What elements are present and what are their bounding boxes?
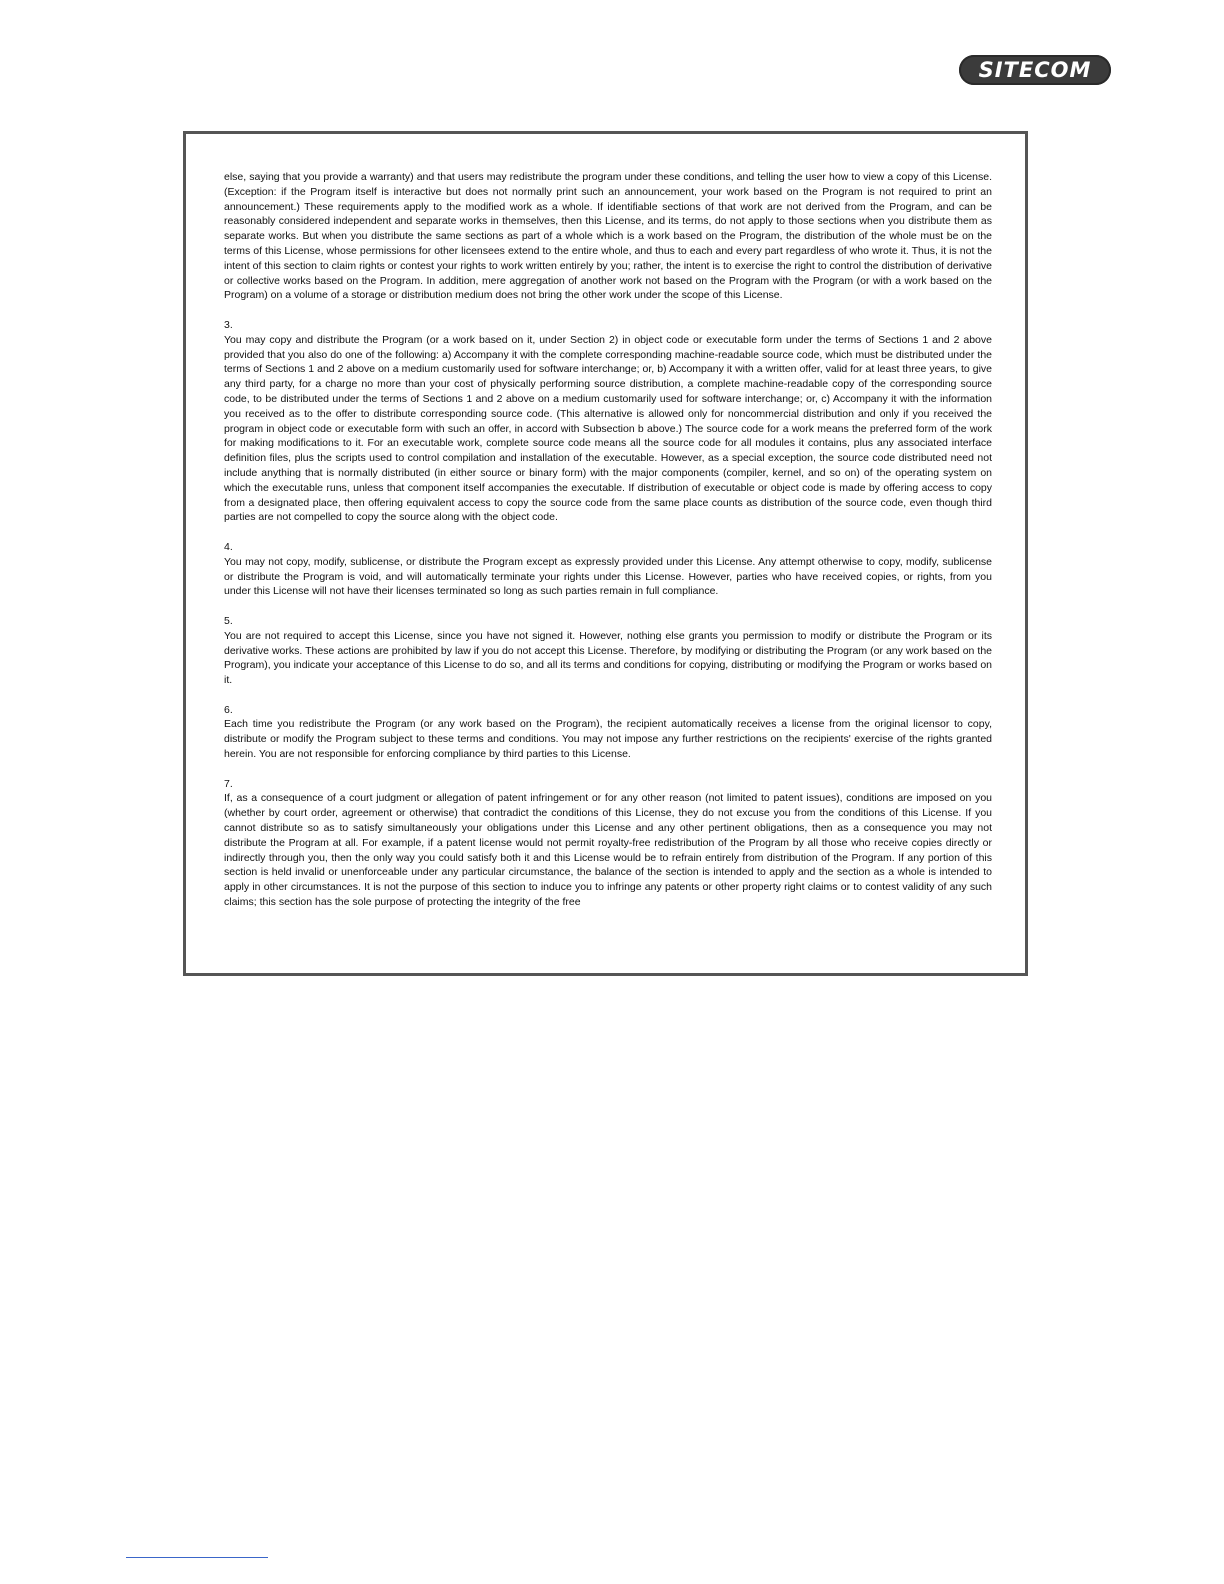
section-text: You may copy and distribute the Program (or a work based on it, under Section 2) in object code or executable form under the terms of Sections 1 and 2 above provided that you also do one of the following: a) Accompany it with the complete corresponding machine-readable source code, which must be distributed under the terms of Sections 1 and 2 above on a medium customarily used for software interchange; or, b) Accompany it with a written offer, valid for at least three years, to give any third party, for a charge no more than your cost of physically performing source distribution, a complete machine-readable copy of the corresponding source code, to be distributed under the terms of Sections 1 and 2 above on a medium customarily used for software interchange; or, c) Accompany it with the information you received as to the offer to distribute corresponding source code. (This alternative is allowed only for noncommercial distribution and only if you received the program in object code or executable form with such an offer, in accord with Subsection b above.) The source code for a work means the preferred form of the work for making modifications to it. For an executable work, complete source code means all the source code for all modules it contains, plus any associated interface definition files, plus the scripts used to control compilation and installation of the executable. However, as a special exception, the source code distributed need not include anything that is normally distributed (in either source or binary form) with the major components (compiler, kernel, and so on) of the operating system on which the executable runs, unless that component itself accompanies the executable. If distribution of executable or object code is made by offering access to copy from a designated place, then offering equivalent access to copy the source code from the same place counts as distribution of the source code, even though third parties are not compelled to copy the source along with the object code. [224,333,992,524]
section-number: 6. [224,703,233,716]
section-text: You may not copy, modify, sublicense, or distribute the Program except as expressly provided under this License. Any attempt otherwise to copy, modify, sublicense or distribute the Program is void, and will automatically terminate your rights under this License. However, parties who have received copies, or rights, from you under this License will not have their licenses terminated so long as such parties remain in full compliance. [224,555,992,598]
section-number: 5. [224,614,233,627]
section-number: 7. [224,777,233,790]
section-7 [224,777,992,910]
section-6 [224,703,992,762]
section-4 [224,540,992,599]
section-number: 4. [224,540,233,553]
section-number: 3. [224,318,233,331]
intro-paragraph: else, saying that you provide a warranty) and that users may redistribute the program under these conditions, and telling the user how to view a copy of this License. (Exception: if the Program itself is interactive but does not normally print such an announcement, your work based on the Program is not required to print an announcement.) These requirements apply to the modified work as a whole. If identifiable sections of that work are not derived from the Program, and can be reasonably considered independent and separate works in themselves, then this License, and its terms, do not apply to those sections when you distribute them as separate works. But when you distribute the same sections as part of a whole which is a work based on the Program, the distribution of the whole must be on the terms of this License, whose permissions for other licensees extend to the entire whole, and thus to each and every part regardless of who wrote it. Thus, it is not the intent of this section to claim rights or contest your rights to work written entirely by you; rather, the intent is to exercise the right to control the distribution of derivative or collective works based on the Program. In addition, mere aggregation of another work not based on the Program with the Program (or with a work based on the Program) on a volume of a storage or distribution medium does not bring the other work under the scope of this License. [224,171,992,302]
sitecom-logo [959,55,1111,85]
section-5 [224,614,992,688]
license-text-frame [183,131,1028,976]
section-text: If, as a consequence of a court judgment or allegation of patent infringement or for any other reason (not limited to patent issues), conditions are imposed on you (whether by court order, agreement or otherwise) that contradict the conditions of this License, they do not excuse you from the conditions of this License. If you cannot distribute so as to satisfy simultaneously your obligations under this License and any other pertinent obligations, then as a consequence you may not distribute the Program at all. For example, if a patent license would not permit royalty-free redistribution of the Program by all those who receive copies directly or indirectly through you, then the only way you could satisfy both it and this License would be to refrain entirely from distribution of the Program. If any portion of this section is held invalid or unenforceable under any particular circumstance, the balance of the section is intended to apply and the section as a whole is intended to apply in other circumstances. It is not the purpose of this section to induce you to infringe any patents or other property right claims or to contest validity of any such claims; this section has the sole purpose of protecting the integrity of the free [224,792,992,909]
section-3 [224,318,992,525]
section-text: You are not required to accept this License, since you have not signed it. However, nothing else grants you permission to modify or distribute the Program or its derivative works. These actions are prohibited by law if you do not accept this License. Therefore, by modifying or distributing the Program (or any work based on the Program), you indicate your acceptance of this License to do so, and all its terms and conditions for copying, distributing or modifying the Program or works based on it. [224,629,992,687]
logo-text: SITECOM [978,57,1092,82]
section-text: Each time you redistribute the Program (or any work based on the Program), the recipient automatically receives a license from the original licensor to copy, distribute or modify the Program subject to these terms and conditions. You may not impose any further restrictions on the recipients' exercise of the rights granted herein. You are not responsible for enforcing compliance by third parties to this License. [224,718,992,761]
footer-divider [126,1557,268,1558]
license-text [224,170,992,910]
